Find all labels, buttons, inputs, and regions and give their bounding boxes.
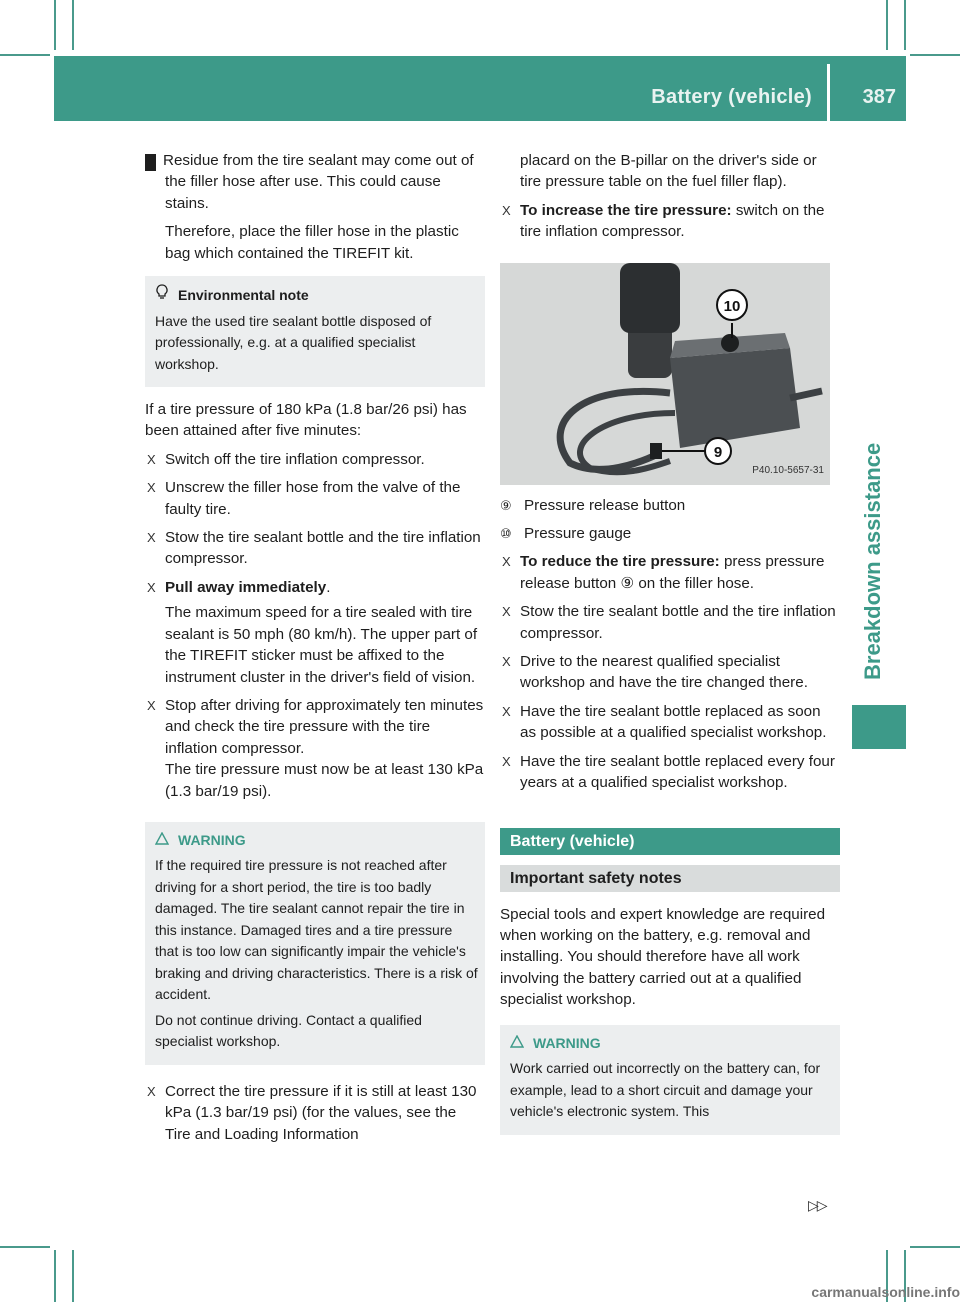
crop-mark <box>0 54 50 56</box>
step-arrow-icon: X <box>502 703 511 719</box>
step-increase: X To increase the tire pressure: switch on the tire inflation compressor. <box>502 201 825 241</box>
crop-mark <box>910 1246 960 1248</box>
step-item: X Correct the tire pressure if it is still at least 130 kPa (1.3 bar/19 psi) (for the values, see the Tire and Loading Information <box>147 1082 477 1143</box>
side-tab-label: Breakdown assistance <box>860 442 885 680</box>
legend-number: ⑩ <box>500 526 512 542</box>
warning-text: Work carried out incorrectly on the battery can, for example, lead to a short circuit and damage your vehicle's electronic system. This <box>510 1060 821 1120</box>
legend-item: ⑩ Pressure gauge <box>500 523 840 544</box>
left-column <box>138 150 485 1152</box>
step-item: X Drive to the nearest qualified specialist workshop and have the tire changed there. <box>502 653 808 692</box>
note-header <box>155 284 478 307</box>
header-divider <box>827 64 830 121</box>
photo-code: P40.10-5657-31 <box>752 465 824 477</box>
footer-watermark: carmanualsonline.info <box>811 1284 960 1300</box>
step-item: X Stow the tire sealant bottle and the tire inflation compressor. <box>147 529 481 568</box>
step-reduce: X To reduce the tire pressure: press pressure release button ⑨ on the filler hose. <box>502 553 825 592</box>
crop-mark <box>0 1246 50 1248</box>
continued-text: placard on the B-pillar on the driver's side or tire pressure table on the fuel filler flap). <box>520 152 817 191</box>
step-arrow-icon: X <box>147 579 156 595</box>
compressor-illustration <box>500 263 830 485</box>
page-number: 387 <box>862 86 896 108</box>
callout-9: 9 <box>713 443 723 461</box>
crop-mark <box>886 0 888 50</box>
lightbulb-icon <box>155 284 169 307</box>
step-arrow-icon: X <box>147 530 156 546</box>
step-item: X Stow the tire sealant bottle and the tire inflation compressor. <box>502 603 836 642</box>
safety-paragraph: Special tools and expert knowledge are required when working on the battery, e.g. removal and installing. You should therefore have all work involving the battery carried out at a qualified specialist workshop. <box>500 905 826 1009</box>
step-item: X Unscrew the filler hose from the valve of the faulty tire. <box>147 479 461 518</box>
step-arrow-icon: X <box>502 654 511 670</box>
right-column <box>500 150 840 1147</box>
warning-triangle-icon <box>155 830 169 852</box>
step-arrow-icon: X <box>502 604 511 620</box>
legend-item: ⑨ Pressure release button <box>500 495 840 516</box>
warning-title: WARNING <box>178 831 246 848</box>
warning-box <box>145 822 485 1065</box>
subsection-heading: Important safety notes <box>500 865 840 892</box>
callout-10: 10 <box>723 297 741 315</box>
step-arrow-icon: X <box>502 753 511 769</box>
note-text: Have the used tire sealant bottle disposed of professionally, e.g. at a qualified specialist workshop. <box>155 312 432 372</box>
step-item: X Switch off the tire inflation compressor. <box>145 449 485 470</box>
warning-header <box>510 1033 833 1055</box>
step-item: X Have the tire sealant bottle replaced every four years at a qualified specialist workshop. <box>502 752 835 792</box>
step-arrow-icon: X <box>147 697 156 713</box>
crop-mark <box>54 0 56 50</box>
caution-icon: ! <box>145 154 156 171</box>
step-pull-away: X Pull away immediately. The maximum speed for a tire sealed with tire sealant is 50 mph (80 km/h). The upper part of the TIREFIT sticker must be affixed to the instrument cluster in the driver's field of vision. <box>147 578 478 686</box>
step-arrow-icon: X <box>147 480 156 496</box>
continue-arrow-icon: ▷▷ <box>808 1197 826 1213</box>
note-title: Environmental note <box>178 286 309 303</box>
step-arrow-icon: X <box>502 554 511 570</box>
legend-number: ⑨ <box>500 497 512 513</box>
crop-mark <box>72 0 74 50</box>
step-arrow-icon: X <box>147 451 156 467</box>
crop-mark <box>72 1250 74 1302</box>
warning-triangle-icon <box>510 1033 524 1055</box>
compressor-photo <box>500 263 830 485</box>
step-arrow-icon: X <box>502 202 511 218</box>
warning-header <box>155 830 478 852</box>
step-arrow-icon: X <box>147 1083 156 1099</box>
warning-text: Do not continue driving. Contact a qualified specialist workshop. <box>155 1011 422 1050</box>
step-stop: X Stop after driving for approximately ten minutes and check the tire pressure with the tire inflation compressor. The tire pressure must now be at least 130 kPa (1.3 bar/19 psi). <box>147 696 484 800</box>
crop-mark <box>904 0 906 50</box>
caution-paragraph: ! Residue from the tire sealant may come out of the filler hose after use. This could cause stains. <box>138 152 474 212</box>
condition-text: If a tire pressure of 180 kPa (1.8 bar/26 psi) has been attained after five minutes: <box>145 401 467 440</box>
section-heading: Battery (vehicle) <box>500 828 840 855</box>
environmental-note <box>145 276 485 387</box>
warning-text: If the required tire pressure is not reached after driving for a short period, the tire is too badly damaged. The tire sealant cannot repair the tire in this instance. Damaged tires and a tire pressure that is too low can significantly impair the vehicle's braking and driving characteristics. There is a risk of accident. <box>155 857 478 1003</box>
battery-warning-box <box>500 1025 840 1135</box>
page-header <box>54 56 906 121</box>
warning-title: WARNING <box>533 1034 601 1051</box>
caution-paragraph-2: Therefore, place the filler hose in the plastic bag which contained the TIREFIT kit. <box>165 223 459 262</box>
side-tab-marker <box>852 705 906 749</box>
crop-mark <box>54 1250 56 1302</box>
header-title: Battery (vehicle) <box>651 86 812 108</box>
crop-mark <box>910 54 960 56</box>
step-item: X Have the tire sealant bottle replaced as soon as possible at a qualified specialist workshop. <box>502 702 827 742</box>
